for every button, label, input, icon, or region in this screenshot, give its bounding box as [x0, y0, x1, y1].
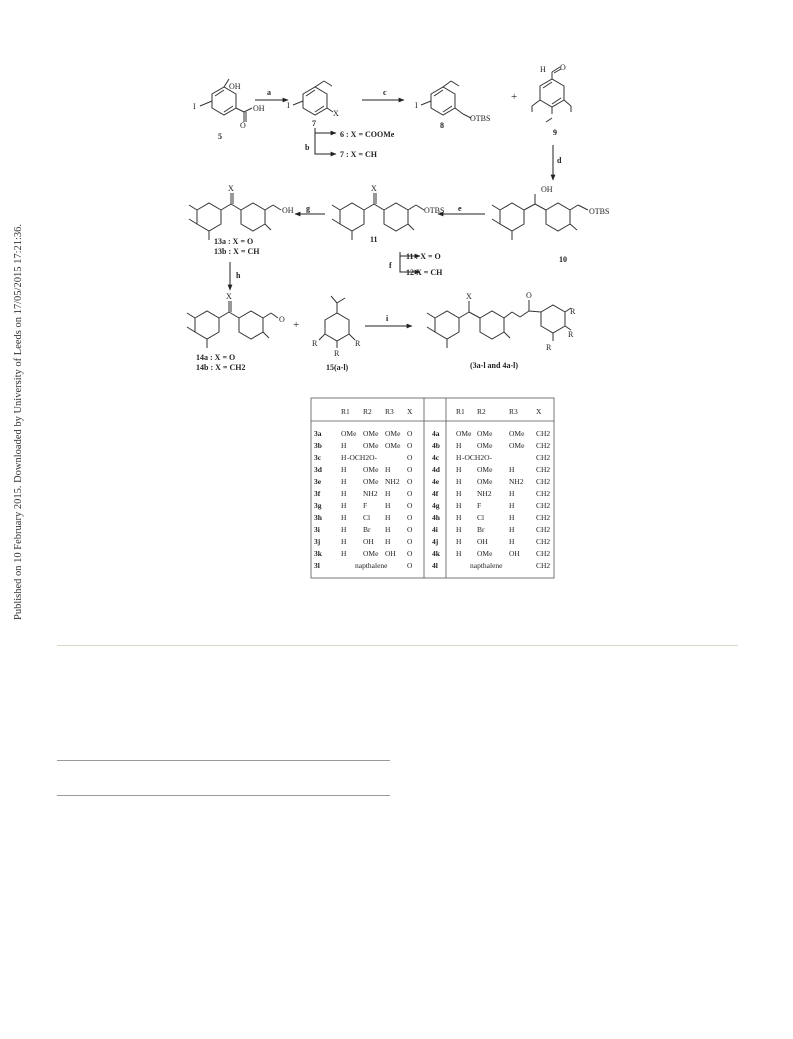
table-cell-right-4-4: CH2 [536, 477, 551, 486]
table-cell-right-2-2: -OCH2O- [462, 453, 492, 462]
branch-12: 12 X = CH [406, 268, 443, 277]
table-cell-left-1-1: H [341, 441, 347, 450]
table-cell-left-0-2: OMe [363, 429, 379, 438]
table-cell-left-0-1: OMe [341, 429, 357, 438]
table-cell-left-5-1: H [341, 489, 347, 498]
table-cell-right-1-0: 4b [432, 441, 440, 450]
label-r1-15: R [312, 339, 318, 348]
table-cell-left-7-4: O [407, 513, 413, 522]
table-cell-right-8-3: H [509, 525, 515, 534]
reagent-b: b [305, 143, 310, 152]
label-h-9: H [540, 65, 546, 74]
table-header-left-2: R2 [363, 407, 372, 416]
substituent-table [311, 398, 554, 578]
structure-drawings [187, 67, 588, 348]
table-cell-left-10-3: OH [385, 549, 396, 558]
table-cell-left-4-0: 3e [314, 477, 322, 486]
label-o-9: O [560, 63, 566, 72]
table-cell-left-10-2: OMe [363, 549, 379, 558]
table-cell-left-8-4: O [407, 525, 413, 534]
label-oh2-5: OH [253, 104, 265, 113]
table-header-left-3: R3 [385, 407, 394, 416]
table-cell-left-1-4: O [407, 441, 413, 450]
table-cell-right-7-4: CH2 [536, 513, 551, 522]
table-cell-right-7-1: H [456, 513, 462, 522]
label-otbs-11: OTBS [424, 206, 445, 215]
compound-7: 7 [312, 119, 316, 128]
label-oh-5: OH [229, 82, 241, 91]
table-cell-left-4-2: OMe [363, 477, 379, 486]
reagent-f: f [389, 261, 392, 270]
table-cell-left-8-3: H [385, 525, 391, 534]
label-i-5: I [193, 102, 196, 111]
table-cell-right-10-4: CH2 [536, 549, 551, 558]
table-cell-left-4-1: H [341, 477, 347, 486]
table-cell-left-2-4: O [407, 453, 413, 462]
plus-sign-2: + [293, 319, 300, 331]
table-cell-right-2-1: H [456, 453, 462, 462]
table-cell-right-6-2: F [477, 501, 482, 510]
table-cell-left-7-2: Cl [363, 513, 371, 522]
table-cell-left-4-4: O [407, 477, 413, 486]
table-header-right-2: R2 [477, 407, 486, 416]
table-cell-right-9-3: H [509, 537, 515, 546]
plus-sign-1: + [511, 91, 518, 103]
table-cell-left-9-1: H [341, 537, 347, 546]
label-o-14: O [279, 315, 285, 324]
table-cell-right-4-2: OMe [477, 477, 493, 486]
compound-5: 5 [218, 132, 222, 141]
table-cell-right-6-4: CH2 [536, 501, 551, 510]
table-cell-left-7-1: H [341, 513, 347, 522]
table-cell-right-0-3: OMe [509, 429, 525, 438]
table-cell-left-3-2: OMe [363, 465, 379, 474]
table-cell-right-4-1: H [456, 477, 462, 486]
label-x-11: X [371, 184, 377, 193]
table-cell-right-7-3: H [509, 513, 515, 522]
branch-11: 11 : X = O [406, 252, 441, 261]
table-cell-left-9-2: OH [363, 537, 374, 546]
table-cell-right-4-3: NH2 [509, 477, 524, 486]
branch-7: 7 : X = CH [340, 150, 377, 159]
table-cell-left-7-0: 3h [314, 513, 322, 522]
table-cell-right-0-1: OMe [456, 429, 472, 438]
table-cell-left-6-1: H [341, 501, 347, 510]
table-cell-left-10-1: H [341, 549, 347, 558]
table-cell-right-10-0: 4k [432, 549, 440, 558]
label-r3-15: R [355, 339, 361, 348]
table-cell-right-6-0: 4g [432, 501, 440, 510]
compound-13a: 13a : X = O [214, 237, 254, 246]
reagent-a: a [267, 88, 271, 97]
table-cell-right-6-3: H [509, 501, 515, 510]
reagent-i: i [386, 314, 389, 323]
table-cell-right-9-2: OH [477, 537, 488, 546]
table-cell-right-8-2: Br [477, 525, 485, 534]
table-cell-left-5-0: 3f [314, 489, 321, 498]
label-o-product: O [526, 291, 532, 300]
table-header-right-4: X [536, 407, 542, 416]
compound-13b: 13b : X = CH [214, 247, 260, 256]
table-cell-left-8-1: H [341, 525, 347, 534]
label-otbs-10: OTBS [589, 207, 610, 216]
table-cell-left-5-3: H [385, 489, 391, 498]
table-cell-right-11-2: napthalene [470, 561, 503, 570]
footnote-rule-2 [57, 795, 390, 796]
table-cell-left-1-0: 3b [314, 441, 322, 450]
table-cell-right-3-3: H [509, 465, 515, 474]
label-r2-product: R [568, 330, 574, 339]
compound-numbers [196, 119, 567, 372]
table-cell-left-6-2: F [363, 501, 368, 510]
table-cell-right-11-4: CH2 [536, 561, 551, 570]
table-cell-left-11-0: 3l [314, 561, 320, 570]
table-cell-left-5-2: NH2 [363, 489, 378, 498]
table-cell-left-8-2: Br [363, 525, 371, 534]
reagent-e: e [458, 204, 462, 213]
svg-text:I: I [287, 101, 290, 110]
table-cell-right-9-0: 4j [432, 537, 439, 546]
table-cell-left-9-0: 3j [314, 537, 321, 546]
table-cell-right-5-3: H [509, 489, 515, 498]
table-cell-left-0-0: 3a [314, 429, 322, 438]
table-cell-left-0-3: OMe [385, 429, 401, 438]
table-cell-right-3-4: CH2 [536, 465, 551, 474]
label-oh-10: OH [541, 185, 553, 194]
table-cell-left-6-0: 3g [314, 501, 322, 510]
table-cell-right-1-2: OMe [477, 441, 493, 450]
footnote-rule-1 [57, 760, 390, 761]
compound-15: 15(a-l) [326, 363, 349, 372]
reagent-c: c [383, 88, 387, 97]
compound-8: 8 [440, 121, 444, 130]
label-oh-13: OH [282, 206, 294, 215]
table-cell-left-10-0: 3k [314, 549, 322, 558]
table-cell-right-9-1: H [456, 537, 462, 546]
table-cell-right-6-1: H [456, 501, 462, 510]
table-cell-left-2-1: H [341, 453, 347, 462]
table-cell-right-1-4: CH2 [536, 441, 551, 450]
compound-14a: 14a : X = O [196, 353, 236, 362]
table-cell-right-7-2: Cl [477, 513, 485, 522]
table-cell-left-11-4: O [407, 561, 413, 570]
table-cell-left-6-3: H [385, 501, 391, 510]
table-cell-right-5-4: CH2 [536, 489, 551, 498]
table-cell-left-11-2: napthalene [355, 561, 388, 570]
reagent-g: g [306, 204, 310, 213]
label-x-13: X [228, 184, 234, 193]
table-cell-right-3-2: OMe [477, 465, 493, 474]
table-cell-right-5-2: NH2 [477, 489, 492, 498]
table-cell-right-1-3: OMe [509, 441, 525, 450]
label-r3-product: R [570, 307, 576, 316]
table-cell-right-5-0: 4f [432, 489, 439, 498]
table-cell-right-8-0: 4i [432, 525, 438, 534]
table-cell-right-7-0: 4h [432, 513, 440, 522]
table-cell-right-0-0: 4a [432, 429, 440, 438]
watermark-text: Published on 10 February 2015. Downloaded by University of Leeds on 17/05/2015 17:21:36. [13, 223, 24, 620]
table-cell-left-3-0: 3d [314, 465, 322, 474]
compound-14b: 14b : X = CH2 [196, 363, 246, 372]
label-x-product: X [466, 292, 472, 301]
table-cell-right-3-1: H [456, 465, 462, 474]
table-cell-left-6-4: O [407, 501, 413, 510]
table-cell-right-10-3: OH [509, 549, 520, 558]
table-cell-left-10-4: O [407, 549, 413, 558]
reagent-d: d [557, 156, 562, 165]
table-cell-left-5-4: O [407, 489, 413, 498]
table-cell-right-4-0: 4e [432, 477, 440, 486]
label-x-14: X [226, 292, 232, 301]
table-header-right-1: R1 [456, 407, 465, 416]
svg-text:I: I [415, 101, 418, 110]
table-cell-right-2-4: CH2 [536, 453, 551, 462]
table-cell-left-3-3: H [385, 465, 391, 474]
plus-signs [293, 91, 517, 331]
label-o-5: O [240, 121, 246, 130]
table-cell-right-5-1: H [456, 489, 462, 498]
table-cell-left-4-3: NH2 [385, 477, 400, 486]
table-cell-right-10-2: OMe [477, 549, 493, 558]
table-cell-left-2-2: -OCH2O- [347, 453, 377, 462]
table-cell-right-1-1: H [456, 441, 462, 450]
branch-6: 6 : X = COOMe [340, 130, 395, 139]
label-r1-product: R [546, 343, 552, 352]
product-label: (3a-l and 4a-l) [470, 361, 518, 370]
table-cell-right-8-1: H [456, 525, 462, 534]
table-header-right-3: R3 [509, 407, 518, 416]
table-cell-left-9-3: H [385, 537, 391, 546]
compound-10: 10 [559, 255, 567, 264]
table-cell-right-8-4: CH2 [536, 525, 551, 534]
table-cell-right-3-0: 4d [432, 465, 440, 474]
table-cell-left-3-1: H [341, 465, 347, 474]
label-r2-15: R [334, 349, 340, 358]
table-cell-left-1-3: OMe [385, 441, 401, 450]
section-divider [57, 645, 738, 646]
table-cell-right-2-0: 4c [432, 453, 440, 462]
table-header-left-4: X [407, 407, 413, 416]
compound-11: 11 [370, 235, 378, 244]
table-cell-right-0-2: OMe [477, 429, 493, 438]
table-cell-right-10-1: H [456, 549, 462, 558]
table-cell-right-11-0: 4l [432, 561, 438, 570]
table-cell-right-0-4: CH2 [536, 429, 551, 438]
compound-9: 9 [553, 128, 557, 137]
reagent-h: h [236, 271, 241, 280]
label-x-7: X [333, 109, 339, 118]
table-cell-left-7-3: H [385, 513, 391, 522]
table-header-left-1: R1 [341, 407, 350, 416]
table-cell-left-0-4: O [407, 429, 413, 438]
table-cell-left-3-4: O [407, 465, 413, 474]
label-otbs-8: OTBS [470, 114, 491, 123]
table-cell-left-8-0: 3i [314, 525, 320, 534]
table-cell-left-2-0: 3c [314, 453, 322, 462]
table-cell-left-1-2: OMe [363, 441, 379, 450]
table-cell-left-9-4: O [407, 537, 413, 546]
table-cell-right-9-4: CH2 [536, 537, 551, 546]
